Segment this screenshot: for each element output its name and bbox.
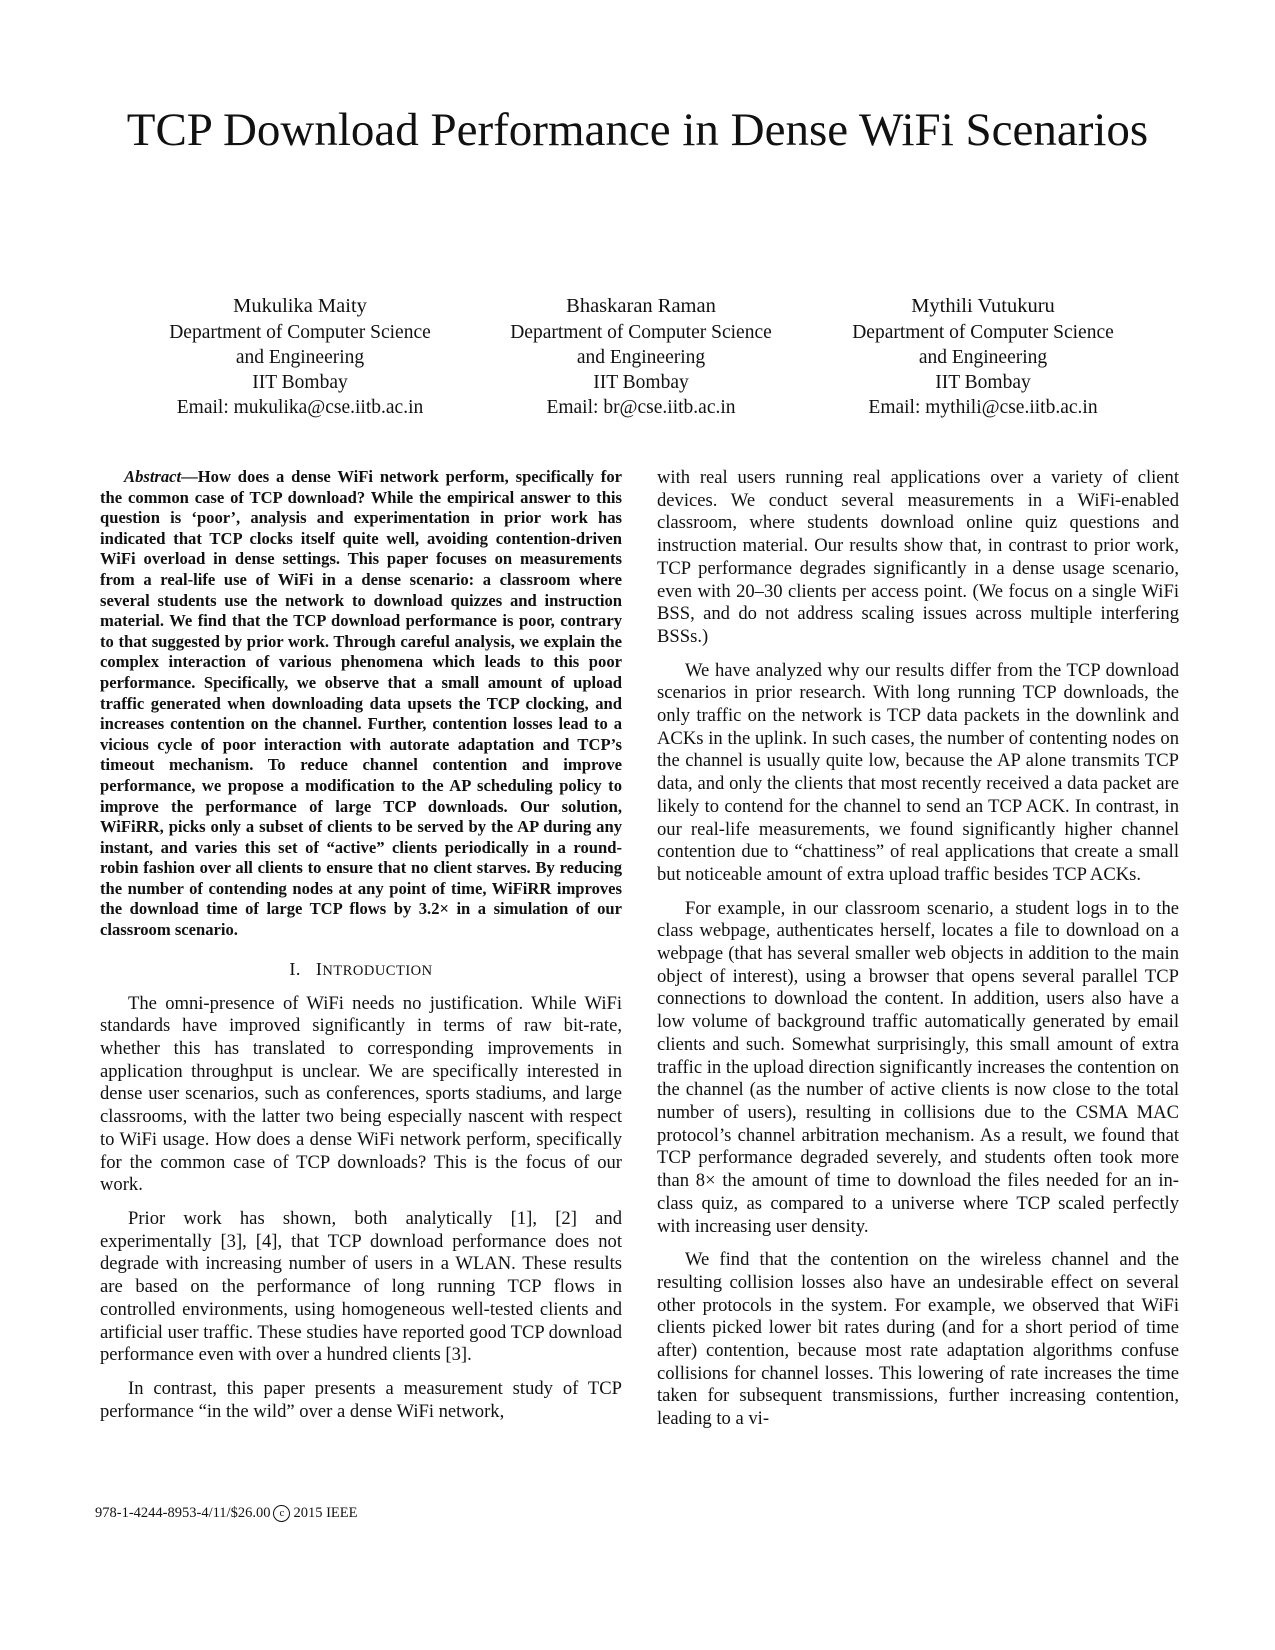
author-dept-cont: and Engineering (918, 347, 1048, 368)
author-2 (476, 293, 806, 420)
abstract (100, 467, 622, 941)
copyright-icon: c (273, 1505, 290, 1522)
author-institution: IIT Bombay (252, 372, 348, 393)
paragraph: We have analyzed why our results differ from the TCP download scenarios in prior research. With long running TCP downloads, the only traffic on the network is TCP data packets in the downlink and ACKs in the uplink. In such cases, the number of contenting nodes on the channel is usually quite low, because the AP alone transmits TCP data, and only the clients that most recently received a data packet are likely to contend for the channel to send an TCP ACK. In contrast, in our real-life measurements, we found significantly higher channel contention due to “chattiness” of real applications that create a small but noticeable amount of extra upload traffic besides TCP ACKs. (657, 659, 1179, 885)
paragraph: We find that the contention on the wireless channel and the resulting collision losses also have an undesirable effect on several other protocols in the system. For example, we observed that WiFi clients picked lower bit rates during (and for a short period of time after) contention, because most rate adaptation algorithms confuse collisions for channel losses. This lowering of rate increases the time taken for subsequent transmissions, further increasing contention, leading to a vi- (657, 1249, 1179, 1430)
right-column (657, 467, 1179, 1442)
author-institution: IIT Bombay (593, 372, 689, 393)
author-name: Mythili Vutukuru (911, 295, 1055, 317)
author-3 (818, 293, 1148, 420)
paragraph: The omni-presence of WiFi needs no justification. While WiFi standards have improved significantly in terms of raw bit-rate, whether this has translated to corresponding improvements in application throughput is unclear. We are specifically interested in dense user scenarios, such as conferences, sports stadiums, and large classrooms, with the latter two being especially nascent with respect to WiFi usage. How does a dense WiFi network perform, specifically for the common case of TCP downloads? This is the focus of our work. (100, 992, 622, 1196)
copyright-text: 2015 IEEE (293, 1505, 358, 1521)
author-email: Email: mukulika@cse.iitb.ac.in (176, 397, 424, 418)
paragraph: with real users running real applications over a variety of client devices. We conduct several measurements in a WiFi-enabled classroom, where students download online quiz questions and instruction material. Our results show that, in contrast to prior work, TCP performance degrades significantly in a dense usage scenario, even with 20–30 clients per access point. (We focus on a single WiFi BSS, and do not address scaling issues across multiple interfering BSSs.) (657, 467, 1179, 647)
section-heading-introduction (100, 958, 622, 982)
abstract-text: —How does a dense WiFi network perform, specifically for the common case of TCP download? While the empirical answer to this question is ‘poor’, analysis and experimentation in prior work has indicated that TCP clocks itself quite well, avoiding contention-driven WiFi overload in dense settings. This paper focuses on measurements from a real-life use of WiFi in a dense scenario: a classroom where several students use the network to download quizzes and instruction material. We find that the TCP download performance is poor, contrary to that suggested by prior work. Through careful analysis, we explain the complex interaction of various phenomena which leads to this poor performance. Specifically, we observe that a small amount of upload traffic generated when downloading data upsets the TCP clocking, and increases contention on the channel. Further, contention losses lead to a vicious cycle of poor interaction with autorate adaptation and TCP’s timeout mechanism. To reduce channel contention and improve performance, we propose a modification to the AP scheduling policy to improve the performance of large TCP downloads. Our solution, WiFiRR, picks only a subset of clients to be served by the AP during any instant, and varies this set of “active” clients periodically in a round-robin fashion over all clients to ensure that no client starves. By reducing the number of contending nodes at any point of time, WiFiRR improves the download time of large TCP flows by 3.2× in a simulation of our classroom scenario. (100, 467, 622, 940)
author-institution: IIT Bombay (935, 372, 1031, 393)
isbn-price: 978-1-4244-8953-4/11/$26.00 (95, 1505, 271, 1521)
author-email: Email: mythili@cse.iitb.ac.in (868, 397, 1098, 418)
paragraph: Prior work has shown, both analytically [1], [2] and experimentally [3], [4], that TCP download performance does not degrade with increasing number of users in a WLAN. These results are based on the performance of long running TCP flows in controlled environments, using homogeneous well-tested clients and artificial user traffic. These studies have reported good TCP download performance even with over a hundred clients [3]. (100, 1207, 622, 1366)
author-email: Email: br@cse.iitb.ac.in (546, 397, 736, 418)
abstract-label: Abstract (124, 467, 182, 486)
author-name: Mukulika Maity (233, 295, 367, 317)
section-initial: I (315, 958, 323, 979)
author-1 (135, 293, 465, 420)
author-dept: Department of Computer Science (169, 322, 431, 343)
paragraph: In contrast, this paper presents a measurement study of TCP performance “in the wild” over a dense WiFi network, (100, 1377, 622, 1422)
section-title-rest: NTRODUCTION (322, 962, 433, 979)
author-dept: Department of Computer Science (510, 322, 772, 343)
paper-title: TCP Download Performance in Dense WiFi Scenarios (126, 104, 1149, 156)
left-column (100, 467, 622, 1434)
author-dept-cont: and Engineering (235, 347, 365, 368)
section-number: I. (289, 958, 301, 979)
copyright-footer (95, 1504, 358, 1522)
paragraph: For example, in our classroom scenario, a student logs in to the class webpage, authenticates herself, locates a file to download on a webpage (that has several smaller web objects in addition to the main object of interest), using a browser that opens several parallel TCP connections to download the content. In addition, users also have a low volume of background traffic automatically generated by email clients and such. Somewhat surprisingly, this small amount of extra traffic in the upload direction significantly increases the contention on the channel (as the number of active clients is now close to the total number of users), resulting in collisions due to the CSMA MAC protocol’s channel arbitration mechanism. As a result, we found that TCP performance degraded severely, and students often took more than 8× the amount of time to download the files needed for an in-class quiz, as compared to a universe where TCP scaled perfectly with increasing user density. (657, 897, 1179, 1237)
author-name: Bhaskaran Raman (566, 295, 716, 317)
author-dept-cont: and Engineering (576, 347, 706, 368)
author-dept: Department of Computer Science (852, 322, 1114, 343)
